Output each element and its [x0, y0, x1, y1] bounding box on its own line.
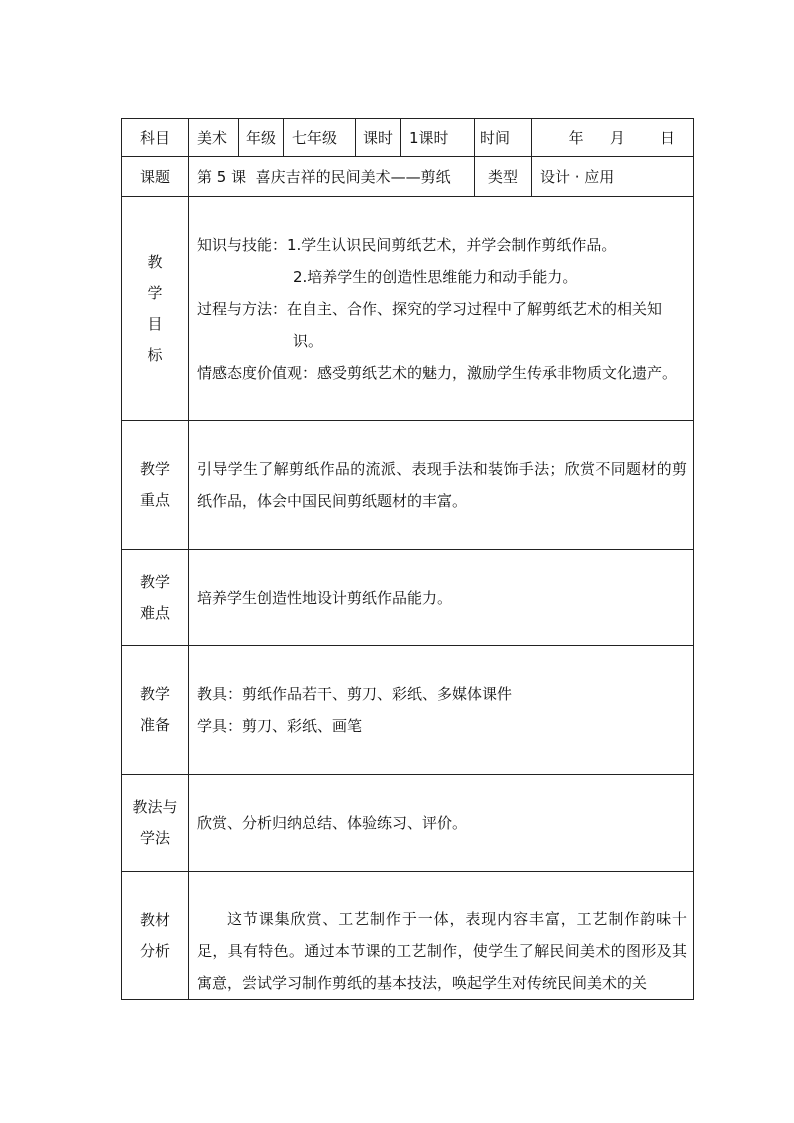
analysis-label-line: 教材 — [139, 910, 170, 929]
objectives-label-char: 目 — [147, 314, 163, 333]
analysis-text: 这节课集欣赏、工艺制作于一体，表现内容丰富，工艺制作韵味十足，具有特色。通过本节课的工艺制作，使学生了解民间美术的图形及其寓意，尝试学习制作剪纸的基本技法，唤起学生对传统民间美术的关 — [197, 910, 687, 992]
analysis-row — [122, 872, 694, 1000]
objectives-label — [122, 197, 189, 421]
preparation-content — [189, 646, 694, 775]
objectives-label-char: 学 — [147, 283, 163, 302]
preparation-teacher-tools: 教具：剪纸作品若干、剪刀、彩纸、多媒体课件 — [197, 685, 513, 703]
date-value — [532, 119, 694, 157]
grade-value: 七年级 — [284, 119, 356, 157]
key-points-label — [122, 421, 189, 550]
objective-line-process: 过程与方法：在自主、合作、探究的学习过程中了解剪纸艺术的相关知 — [197, 299, 663, 318]
methods-label — [122, 775, 189, 872]
objective-line-emotion: 情感态度价值观：感受剪纸艺术的魅力，激励学生传承非物质文化遗产。 — [197, 363, 678, 382]
objectives-label-char: 教 — [147, 252, 163, 271]
objectives-row — [122, 197, 694, 421]
time-label: 时间 — [475, 119, 532, 157]
key-points-content — [189, 421, 694, 550]
key-points-label-line: 重点 — [139, 491, 170, 509]
difficulties-text: 培养学生创造性地设计剪纸作品能力。 — [197, 588, 453, 607]
grade-label: 年级 — [239, 119, 284, 157]
difficulties-label-line: 教学 — [139, 572, 170, 591]
preparation-row — [122, 646, 694, 775]
preparation-label-line: 教学 — [139, 685, 170, 703]
analysis-label-line: 分析 — [139, 941, 170, 960]
type-value: 设计 · 应用 — [532, 157, 694, 197]
methods-label-line: 学法 — [139, 829, 170, 847]
lesson-plan-table — [121, 118, 694, 1000]
preparation-student-tools: 学具：剪刀、彩纸、画笔 — [197, 717, 363, 735]
analysis-label — [122, 872, 189, 1000]
objective-line-process-cont: 识。 — [293, 331, 324, 350]
methods-text: 欣赏、分析归纳总结、体验练习、评价。 — [197, 814, 468, 832]
hours-value: 1课时 — [401, 119, 475, 157]
type-label: 类型 — [475, 157, 532, 197]
topic-value: 第 5 课 喜庆吉祥的民间美术——剪纸 — [189, 157, 475, 197]
objectives-content — [189, 197, 694, 421]
methods-content — [189, 775, 694, 872]
topic-label: 课题 — [122, 157, 189, 197]
key-points-text: 引导学生了解剪纸作品的流派、表现手法和装饰手法；欣赏不同题材的剪纸作品，体会中国民间剪纸题材的丰富。 — [197, 460, 687, 510]
objective-line-knowledge: 知识与技能：1.学生认识民间剪纸艺术，并学会制作剪纸作品。 — [197, 235, 617, 254]
methods-label-line: 教法与 — [132, 798, 178, 816]
methods-row — [122, 775, 694, 872]
difficulties-label — [122, 550, 189, 646]
header-row — [122, 119, 694, 157]
preparation-label-line: 准备 — [139, 716, 170, 734]
objective-line-ability: 2.培养学生的创造性思维能力和动手能力。 — [293, 267, 578, 286]
preparation-label — [122, 646, 189, 775]
subject-value: 美术 — [189, 119, 239, 157]
analysis-content — [189, 872, 694, 1000]
key-points-row — [122, 421, 694, 550]
difficulties-label-line: 难点 — [139, 603, 170, 622]
hours-label: 课时 — [356, 119, 401, 157]
objectives-label-char: 标 — [147, 345, 163, 364]
difficulties-row — [122, 550, 694, 646]
topic-row — [122, 157, 694, 197]
difficulties-content — [189, 550, 694, 646]
key-points-label-line: 教学 — [139, 460, 170, 478]
date-text: 年 月 日 — [568, 128, 675, 147]
subject-label: 科目 — [122, 119, 189, 157]
